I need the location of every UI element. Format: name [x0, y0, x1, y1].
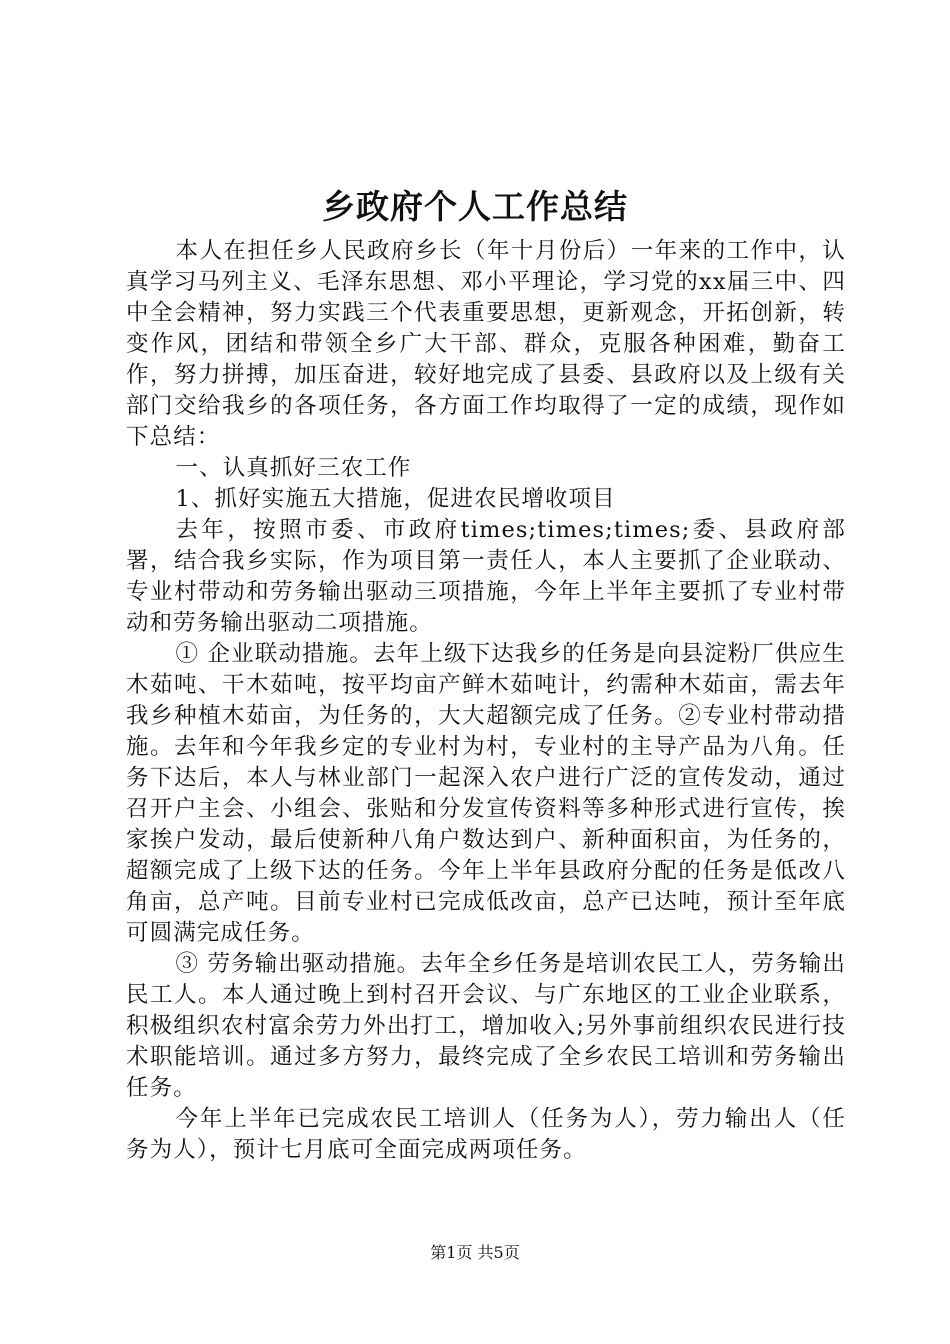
- subsection-heading: 1、抓好实施五大措施，促进农民增收项目: [175, 486, 616, 512]
- document-body: [126, 236, 846, 1166]
- page-number-footer: 第1页 共5页: [430, 1243, 520, 1262]
- paragraph: ① 企业联动措施。去年上级下达我乡的任务是向县淀粉厂供应生木茹吨、干木茹吨，按平均亩产鲜木茹吨计，约需种木茹亩，需去年我乡种植木茹亩，为任务的，大大超额完成了任务。②专业村带动措施。去年和今年我乡定的专业村为村，专业村的主导产品为八角。任务下达后，本人与林业部门一起深入农户进行广泛的宣传发动，通过召开户主会、小组会、张贴和分发宣传资料等多种形式进行宣传，挨家挨户发动，最后使新种八角户数达到户、新种面积亩，为任务的，超额完成了上级下达的任务。今年上半年县政府分配的任务是低改八角亩，总产吨。目前专业村已完成低改亩，总产已达吨，预计至年底可圆满完成任务。: [126, 641, 846, 946]
- document-title: 乡政府个人工作总结: [322, 187, 628, 226]
- paragraph: 去年，按照市委、市政府times;times;times;委、县政府部署，结合我乡实际，作为项目第一责任人，本人主要抓了企业联动、专业村带动和劳务输出驱动三项措施，今年上半年主要抓了专业村带动和劳务输出驱动二项措施。: [126, 517, 846, 636]
- paragraph: ③ 劳务输出驱动措施。去年全乡任务是培训农民工人，劳务输出民工人。本人通过晚上到村召开会议、与广东地区的工业企业联系，积极组织农村富余劳力外出打工，增加收入;另外事前组织农民进行技术职能培训。通过多方努力，最终完成了全乡农民工培训和劳务输出任务。: [126, 951, 846, 1101]
- paragraph: 今年上半年已完成农民工培训人（任务为人），劳力输出人（任务为人），预计七月底可全面完成两项任务。: [126, 1106, 846, 1163]
- paragraph-intro: 本人在担任乡人民政府乡长（年十月份后）一年来的工作中，认真学习马列主义、毛泽东思想、邓小平理论，学习党的xx届三中、四中全会精神，努力实践三个代表重要思想，更新观念，开拓创新，转变作风，团结和带领全乡广大干部、群众，克服各种困难，勤奋工作，努力拼搏，加压奋进，较好地完成了县委、县政府以及上级有关部门交给我乡的各项任务，各方面工作均取得了一定的成绩，现作如下总结：: [126, 238, 846, 450]
- section-heading: 一、认真抓好三农工作: [175, 455, 412, 481]
